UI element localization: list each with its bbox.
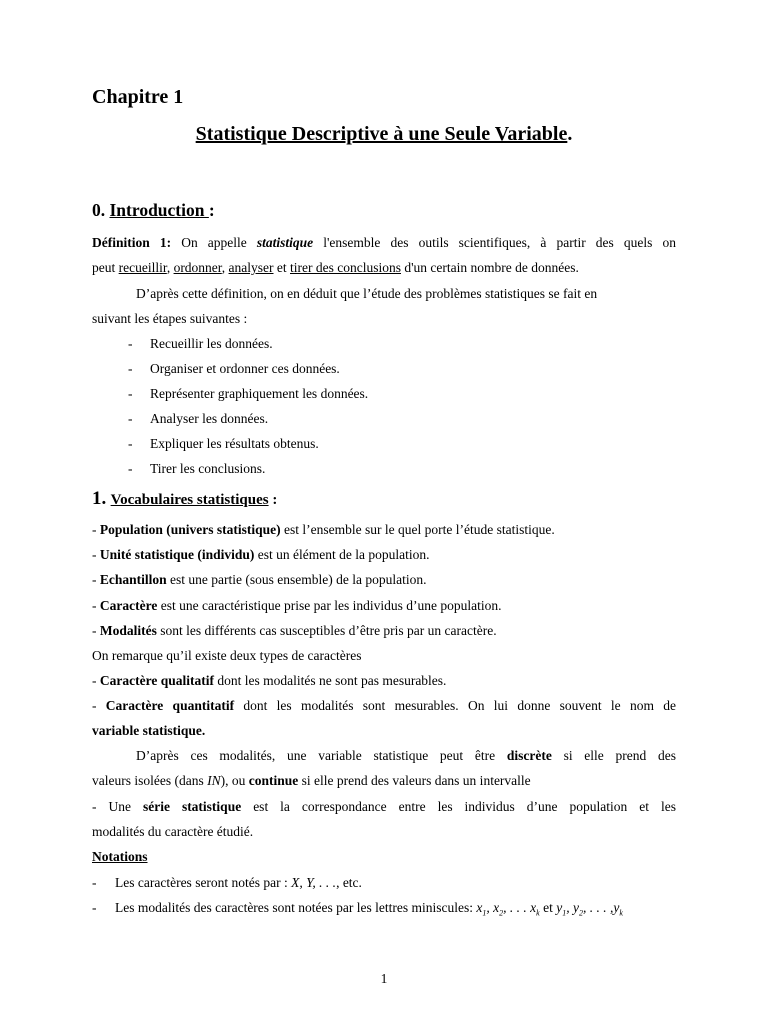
variable-paragraph-line-2 — [92, 768, 531, 793]
verb-recueillir: recueillir — [118, 260, 167, 275]
def-quantitatif: dont les modalités sont mesurables. On lui donne souvent le nom de — [234, 698, 677, 713]
def-qualitatif: dont les modalités ne sont pas mesurables. — [213, 673, 447, 688]
definition-label: Définition 1: — [92, 235, 172, 250]
list-dash: - — [128, 336, 133, 351]
list-item: Représenter graphiquement les données. — [150, 386, 369, 401]
list-dash: - — [128, 411, 133, 426]
yk-letter: , . . . ,y — [582, 900, 620, 915]
title-text: Statistique Descriptive à une Seule Variable — [195, 123, 568, 145]
definition-line2-et: et — [273, 260, 290, 275]
chapter-title — [0, 123, 768, 146]
list-item: Tirer les conclusions. — [150, 461, 266, 476]
vocab-population: - Population (univers statistique) est l’ensemble sur le quel porte l’étude statistique. — [92, 522, 555, 537]
verb-analyser: analyser — [228, 260, 274, 275]
y2-letter: , y — [566, 900, 579, 915]
intro-paragraph-line-2: suivant les étapes suivantes : — [92, 311, 248, 326]
serie-text-a: - Une — [92, 799, 143, 814]
intro-colon: : — [208, 200, 215, 220]
notations-title: Notations — [92, 849, 148, 864]
list-item: Expliquer les résultats obtenus. — [150, 436, 319, 451]
vocab-colon: : — [268, 492, 278, 508]
yk-sub: k — [619, 908, 623, 918]
notation1-etc: , etc. — [336, 875, 362, 890]
vocab-unite: - Unité statistique (individu) est un élément de la population. — [92, 547, 430, 562]
variable-line2-a: valeurs isolées (dans — [92, 773, 208, 788]
vocab-modalites: - Modalités sont les différents cas susceptibles d’être pris par un caractère. — [92, 623, 497, 638]
term-unite: Unité statistique (individu) — [99, 547, 255, 562]
def-unite: est un élément de la population. — [254, 547, 430, 562]
def-modalites: sont les différents cas susceptibles d’être pris par un caractère. — [156, 623, 497, 638]
notation2-et: et — [539, 900, 557, 915]
set-in: IN — [207, 773, 221, 788]
intro-heading — [92, 200, 215, 221]
serie-text-c: est la correspondance entre les individus d’une population et les — [241, 799, 676, 814]
serie-line-2: modalités du caractère étudié. — [92, 824, 254, 839]
y1-letter: y — [556, 900, 563, 915]
xk-sub: k — [536, 908, 540, 918]
variable-text-c: si elle prend des — [551, 748, 676, 763]
term-population: Population (univers statistique) — [99, 522, 281, 537]
notation2-y-values — [556, 900, 623, 918]
vocab-quantitatif: - Caractère quantitatif dont les modalités sont mesurables. On lui donne souvent le nom de — [92, 698, 677, 713]
notation-item-1 — [115, 870, 362, 895]
notation2-x-values — [476, 900, 540, 918]
notation1-vars: X, Y, . . . — [291, 875, 337, 890]
vocab-caractere: - Caractère est une caractéristique prise par les individus d’une population. — [92, 598, 502, 613]
intro-number: 0. — [92, 200, 106, 220]
notation1-text: Les caractères seront notés par : — [115, 875, 292, 890]
term-discrete: discrète — [506, 748, 552, 763]
vocab-echantillon: - Echantillon est une partie (sous ensemble) de la population. — [92, 572, 427, 587]
definition-line2-b: d'un certain nombre de données. — [400, 260, 579, 275]
def-caractere: est une caractéristique prise par les individus d’une population. — [157, 598, 502, 613]
vocab-remark: On remarque qu’il existe deux types de caractères — [92, 648, 362, 663]
term-continue: continue — [248, 773, 299, 788]
vocab-number: 1. — [92, 488, 107, 509]
chapter-label: Chapitre 1 — [92, 86, 184, 108]
list-item: Organiser et ordonner ces données. — [150, 361, 340, 376]
list-dash: - — [128, 436, 133, 451]
list-dash: - — [92, 900, 97, 915]
intro-title: Introduction — [109, 200, 209, 220]
vocab-qualitatif: - Caractère qualitatif dont les modalités ne sont pas mesurables. — [92, 673, 447, 688]
definition-line-2: peut recueillir, ordonner, analyser et tirer des conclusions d'un certain nombre de données. — [92, 260, 579, 275]
term-modalites: Modalités — [99, 623, 157, 638]
variable-paragraph-line-1 — [136, 743, 676, 768]
vocab-title: Vocabulaires statistiques — [110, 492, 269, 508]
vocab-variable — [92, 718, 205, 743]
definition-term: statistique — [256, 235, 314, 250]
notation-item-2 — [115, 895, 623, 926]
list-item: Analyser les données. — [150, 411, 269, 426]
notation2-text: Les modalités des caractères sont notées par les lettres miniscules: — [115, 900, 477, 915]
y2-sub: 2 — [578, 908, 583, 918]
definition-line-1 — [92, 230, 676, 255]
variable-text-a: D’après ces modalités, une variable statistique peut être — [136, 748, 507, 763]
x2-sub: 2 — [499, 908, 504, 918]
xk-letter: , . . . x — [503, 900, 537, 915]
term-variable-statistique: variable statistique. — [92, 723, 206, 738]
page-number: 1 — [380, 971, 388, 986]
x1-letter: x — [476, 900, 483, 915]
verb-tirer-conclusions: tirer des conclusions — [290, 260, 401, 275]
list-dash: - — [128, 461, 133, 476]
x1-sub: 1 — [482, 908, 487, 918]
def-population: est l’ensemble sur le quel porte l’étude statistique. — [280, 522, 555, 537]
variable-line2-c: si elle prend des valeurs dans un intervalle — [298, 773, 531, 788]
list-dash: - — [128, 386, 133, 401]
list-dash: - — [92, 875, 97, 890]
variable-line2-b: ), ou — [220, 773, 249, 788]
term-qualitatif: Caractère qualitatif — [99, 673, 214, 688]
serie-line-1 — [92, 794, 676, 819]
list-dash: - — [128, 361, 133, 376]
term-caractere: Caractère — [99, 598, 158, 613]
definition-text-b: l'ensemble des outils scientifiques, à partir des quels on — [313, 235, 676, 250]
definition-text-a: On appelle — [171, 235, 257, 250]
term-echantillon: Echantillon — [99, 572, 167, 587]
intro-paragraph-line-1: D’après cette définition, on en déduit que l’étude des problèmes statistiques se fait en — [136, 286, 598, 301]
notations-heading — [92, 844, 148, 869]
vocab-heading — [92, 488, 277, 510]
def-echantillon: est une partie (sous ensemble) de la population. — [166, 572, 427, 587]
verb-ordonner: ordonner — [173, 260, 222, 275]
definition-line2-a: peut — [92, 260, 119, 275]
y1-sub: 1 — [562, 908, 567, 918]
title-suffix: . — [567, 123, 573, 145]
term-quantitatif: Caractère quantitatif — [105, 698, 235, 713]
term-serie-statistique: série statistique — [142, 799, 242, 814]
x2-letter: , x — [486, 900, 500, 915]
list-item: Recueillir les données. — [150, 336, 273, 351]
